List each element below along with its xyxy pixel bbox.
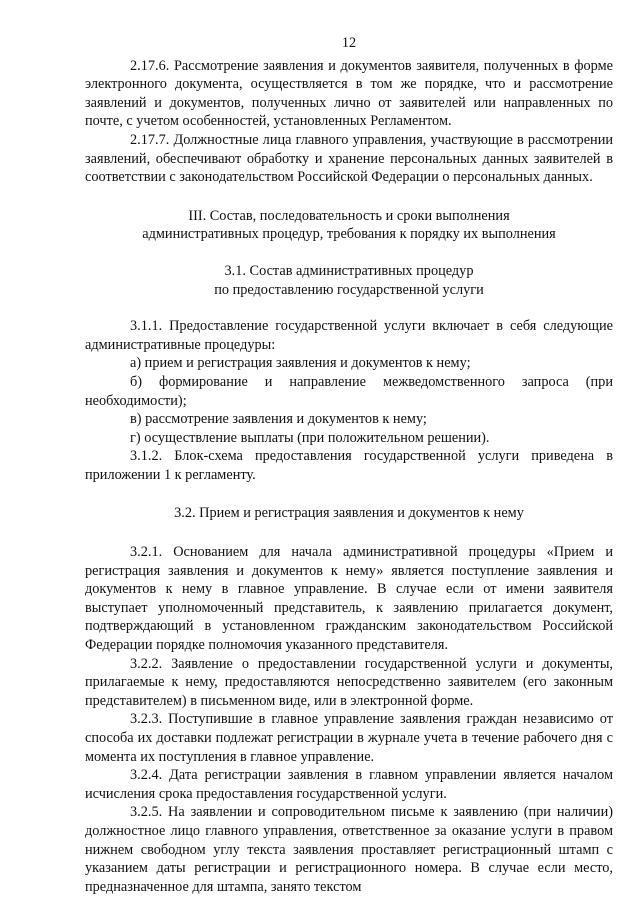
paragraph-3-2-5: 3.2.5. На заявлении и сопроводительном письме к заявлению (при наличии) должностное лицо главного управления, ответственное за оказание услуги в правом нижнем свободном углу текста заявления проставляет регистрационный штамп с указанием даты регистрации и регистрационного номера. В случае если место, предназначенное для штампа, занято текстом bbox=[85, 804, 613, 895]
paragraph-3-1-2: 3.1.2. Блок-схема предоставления государственной услуги приведена в приложении 1 к регламенту. bbox=[85, 448, 613, 483]
paragraph-2-17-7: 2.17.7. Должностные лица главного управления, участвующие в рассмотрении заявлений, обеспечивают обработку и хранение персональных данных заявителей в соответствии с законодательством Российской Федерации о персональных данных. bbox=[85, 131, 613, 186]
subsection-3-1-title-line-1: 3.1. Состав административных процедур bbox=[224, 262, 474, 279]
subsection-3-1-title-line-2: по предоставлению государственной услуги bbox=[214, 281, 484, 298]
subsection-3-2-title: 3.2. Прием и регистрация заявления и документов к нему bbox=[174, 505, 524, 522]
paragraph-2-17-6: 2.17.6. Рассмотрение заявления и документов заявителя, полученных в форме электронного документа, осуществляется в том же порядке, что и рассмотрение заявлений и документов, полученных лично от заявителей или направленных по почте, с учетом особенностей, установленных Регламентом. bbox=[85, 57, 613, 130]
paragraph-3-2-4: 3.2.4. Дата регистрации заявления в главном управлении является началом исчисления срока предоставления государственной услуги. bbox=[85, 767, 613, 802]
list-item-v: в) рассмотрение заявления и документов к нему; bbox=[130, 411, 427, 428]
page-number: 12 bbox=[341, 35, 357, 51]
paragraph-3-2-3: 3.2.3. Поступившие в главное управление заявления граждан независимо от способа их доставки подлежат регистрации в журнале учета в течение рабочего дня с момента их поступления в главное управление. bbox=[85, 711, 613, 765]
paragraph-3-1-1: 3.1.1. Предоставление государственной услуги включает в себя следующие административные процедуры: bbox=[85, 318, 613, 353]
subsection-3-1-heading bbox=[85, 262, 613, 299]
section-3-title-line-1: III. Состав, последовательность и сроки выполнения bbox=[188, 207, 510, 224]
list-item-a: а) прием и регистрация заявления и документов к нему; bbox=[130, 355, 471, 372]
list-item-b: б) формирование и направление межведомственного запроса (при необходимости); bbox=[85, 373, 613, 409]
paragraph-3-2-1: 3.2.1. Основанием для начала административной процедуры «Прием и регистрация заявления и документов к нему» является поступление заявления и документов к нему в главное управление. В случае если от имени заявителя выступает уполномоченный представитель, к заявлению прилагается документ, подтверждающий в установленном гражданским законодательством Российской Федерации порядке полномочия указанного представителя. bbox=[85, 544, 613, 654]
section-3-heading bbox=[85, 207, 613, 244]
list-item-g: г) осуществление выплаты (при положительном решении). bbox=[130, 429, 490, 446]
section-3-title-line-2: административных процедур, требования к порядку их выполнения bbox=[142, 226, 556, 243]
paragraph-3-2-2: 3.2.2. Заявление о предоставлении государственной услуги и документы, прилагаемые к нему, предоставляются непосредственно заявителем (его законным представителем) в письменном виде, или в электронной форме. bbox=[85, 655, 613, 709]
